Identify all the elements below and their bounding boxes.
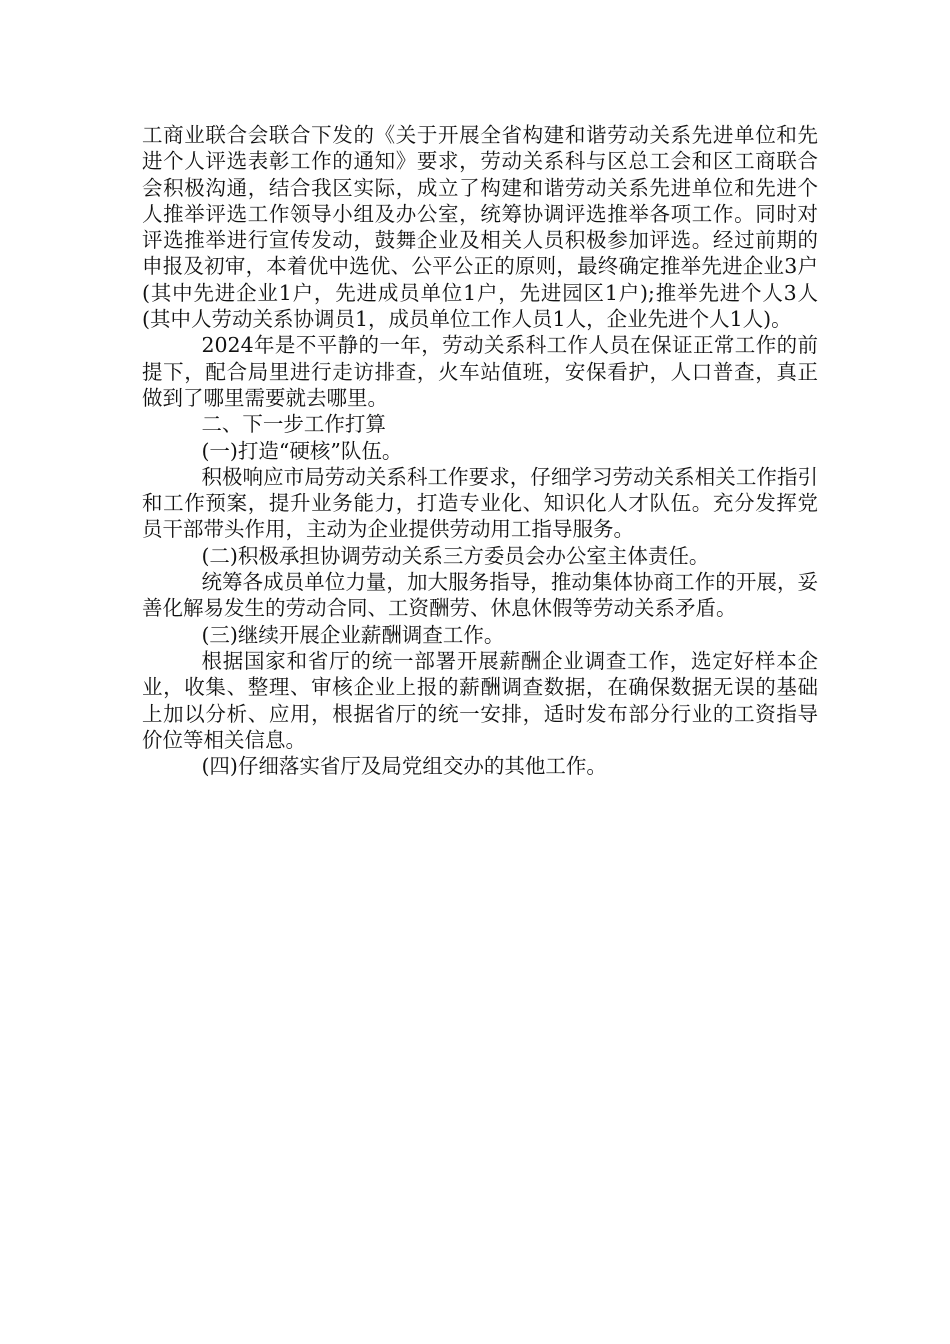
paragraph-3-body: 根据国家和省厅的统一部署开展薪酬企业调查工作，选定好样本企业，收集、整理、审核企业上报的薪酬调查数据，在确保数据无误的基础上加以分析、应用，根据省厅的统一安排，适时发布部分行业的工资指导价位等相关信息。 bbox=[142, 648, 818, 752]
paragraph-1-body: 积极响应市局劳动关系科工作要求，仔细学习劳动关系相关工作指引和工作预案，提升业务能力，打造专业化、知识化人才队伍。充分发挥党员干部带头作用，主动为企业提供劳动用工指导服务。 bbox=[142, 464, 818, 542]
subheading-1: (一)打造“硬核”队伍。 bbox=[201, 438, 403, 463]
paragraph-2-body: 统筹各成员单位力量，加大服务指导，推动集体协商工作的开展，妥善化解易发生的劳动合同、工资酬劳、休息休假等劳动关系矛盾。 bbox=[142, 570, 818, 621]
document-body bbox=[142, 122, 818, 779]
subheading-4: (四)仔细落实省厅及局党组交办的其他工作。 bbox=[201, 754, 607, 779]
paragraph-selection-process: 工商业联合会联合下发的《关于开展全省构建和谐劳动关系先进单位和先进个人评选表彰工作的通知》要求，劳动关系科与区总工会和区工商联合会积极沟通，结合我区实际，成立了构建和谐劳动关系先进单位和先进个人推举评选工作领导小组及办公室，统筹协调评选推举各项工作。同时对评选推举进行宣传发动，鼓舞企业及相关人员积极参加评选。经过前期的申报及初审，本着优中选优、公平公正的原则，最终确定推举先进企业3户(其中先进企业1户，先进成员单位1户，先进园区1户);推举先进个人3人(其中人劳动关系协调员1，成员单位工作人员1人，企业先进个人1人)。 bbox=[142, 123, 818, 332]
subheading-3: (三)继续开展企业薪酬调查工作。 bbox=[201, 622, 505, 647]
section-heading-next-steps: 二、下一步工作打算 bbox=[201, 412, 386, 437]
paragraph-2024-summary: 2024年是不平静的一年，劳动关系科工作人员在保证正常工作的前提下，配合局里进行走访排查，火车站值班，安保看护，人口普查，真正做到了哪里需要就去哪里。 bbox=[142, 333, 818, 410]
subheading-2: (二)积极承担协调劳动关系三方委员会办公室主体责任。 bbox=[201, 543, 710, 568]
